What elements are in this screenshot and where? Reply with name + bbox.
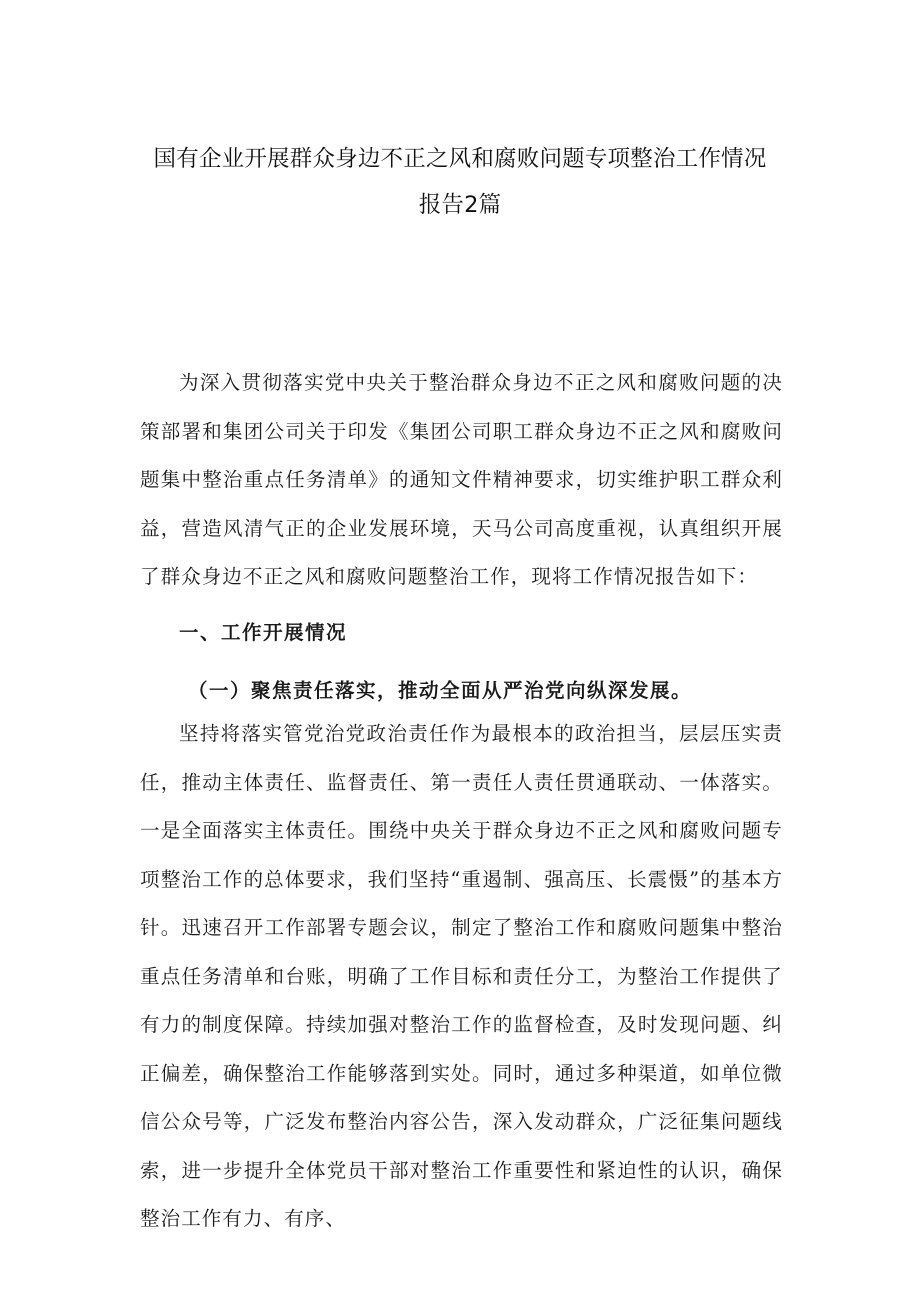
body-paragraph: 坚持将落实管党治党政治责任作为最根本的政治担当，层层压实责任，推动主体责任、监督责任、第一责任人责任贯通联动、一体落实。一是全面落实主体责任。围绕中央关于群众身边不正之风和腐败问题专项整治工作的总体要求，我们坚持“重遏制、强高压、长震慑”的基本方针。迅速召开工作部署专题会议，制定了整治工作和腐败问题集中整治重点任务清单和台账，明确了工作目标和责任分工，为整治工作提供了有力的制度保障。持续加强对整治工作的监督检查，及时发现问题、纠正偏差，确保整治工作能够落到实处。同时，通过多种渠道，如单位微信公众号等，广泛发布整治内容公告，深入发动群众，广泛征集问题线索，进一步提升全体党员干部对整治工作重要性和紧迫性的认识，确保整治工作有力、有序、 xyxy=(140,722,783,1230)
document-title-line-1: 国有企业开展群众身边不正之风和腐败问题专项整治工作情况 xyxy=(153,146,767,172)
section-heading: 一、工作开展情况 xyxy=(179,621,348,644)
intro-paragraph: 为深入贯彻落实党中央关于整治群众身边不正之风和腐败问题的决策部署和集团公司关于印发《集团公司职工群众身边不正之风和腐败问题集中整治重点任务清单》的通知文件精神要求，切实维护职工群众利益，营造风清气正的企业发展环境，天马公司高度重视，认真组织开展了群众身边不正之风和腐败问题整治工作，现将工作情况报告如下： xyxy=(140,371,783,588)
document-title-line-2: 报告2篇 xyxy=(418,192,502,218)
subsection-heading: （一）聚焦责任落实，推动全面从严治党向纵深发展。 xyxy=(188,679,693,702)
